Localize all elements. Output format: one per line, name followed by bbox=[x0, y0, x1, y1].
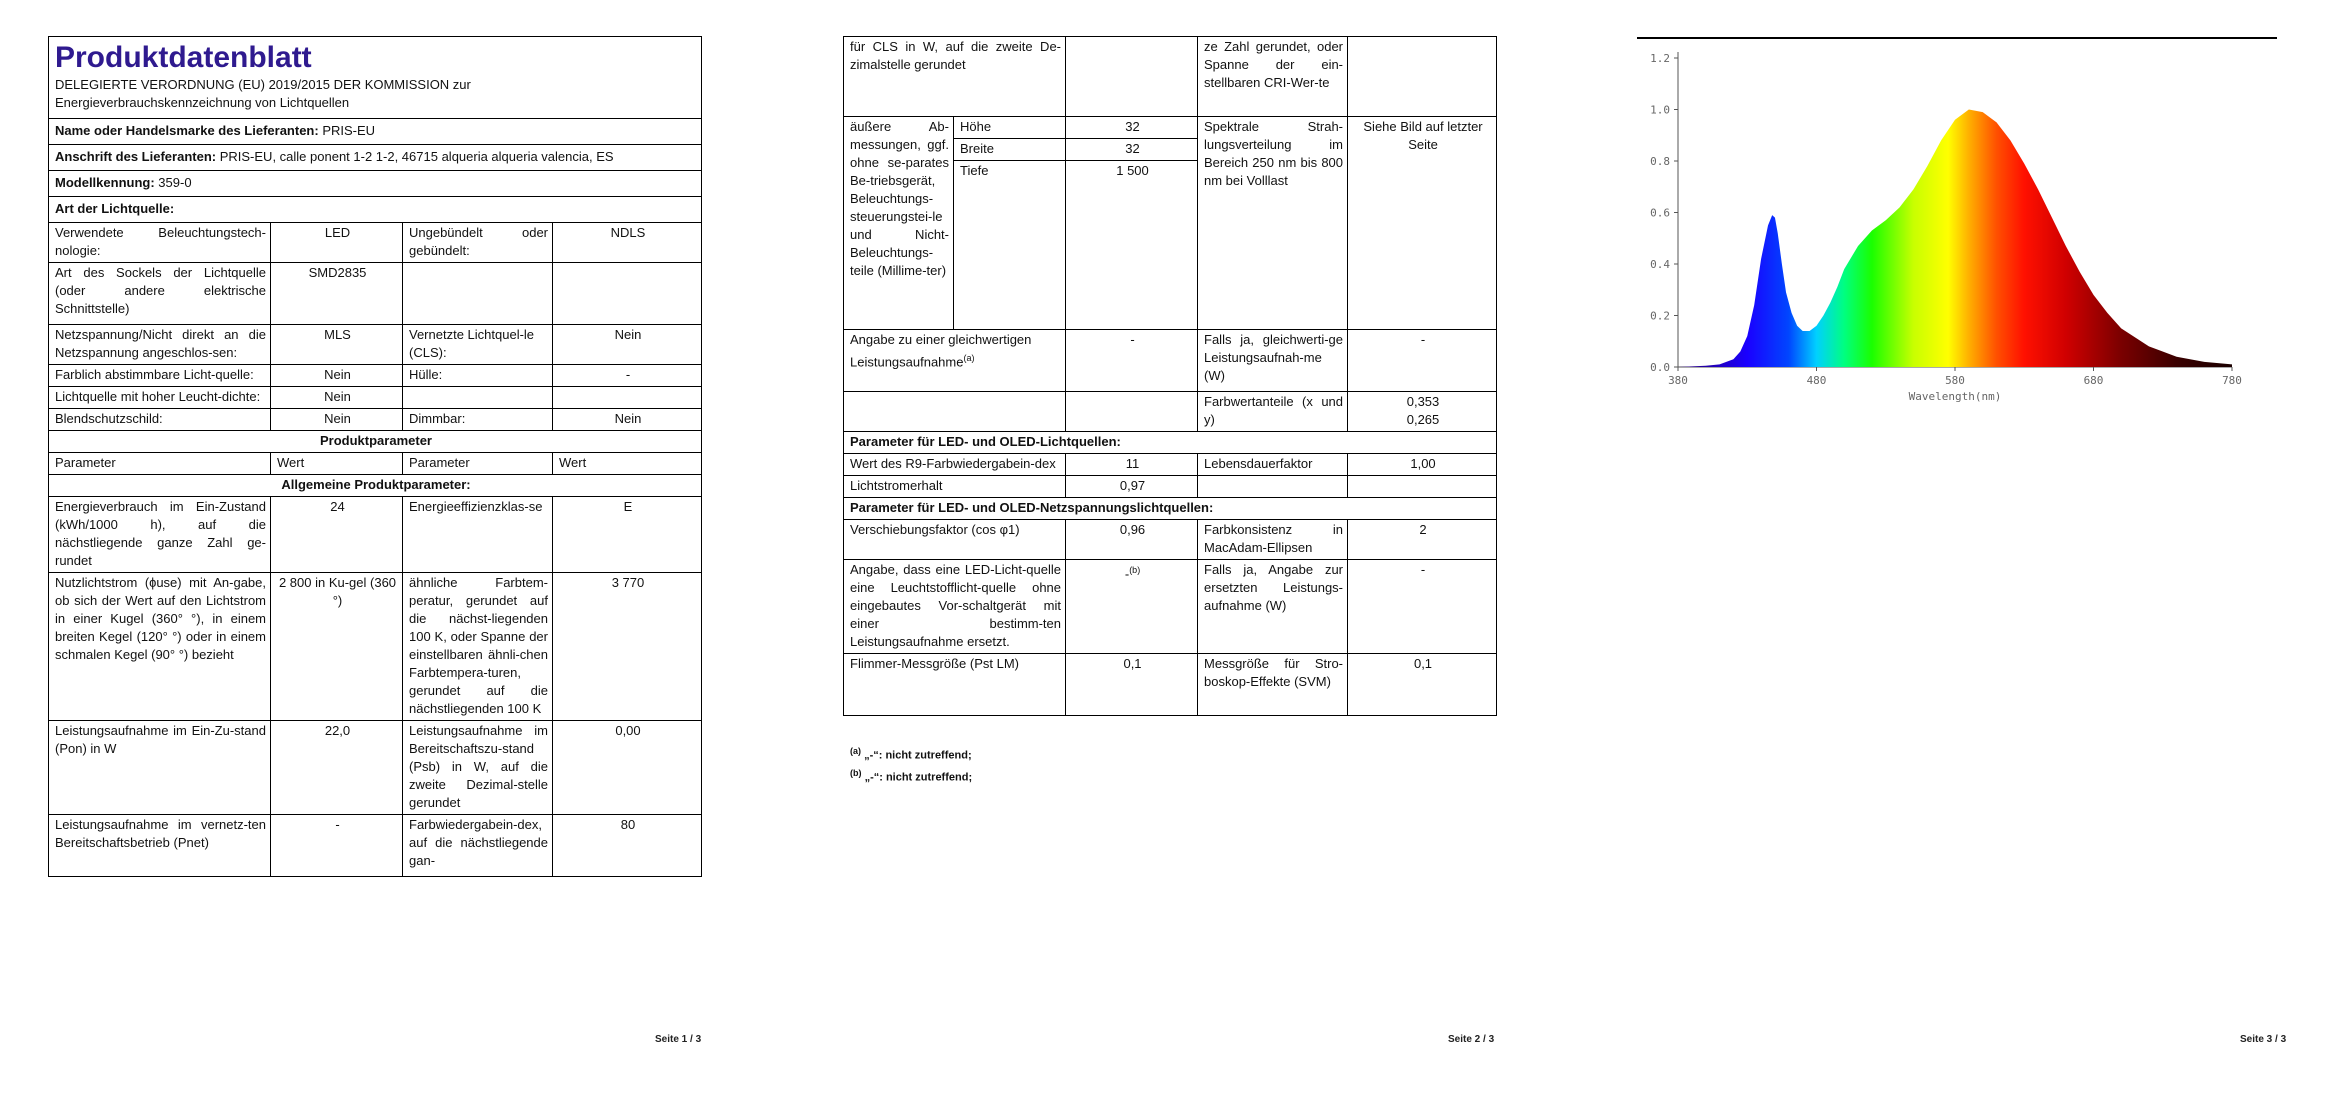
pon-label: Leistungsaufnahme im Ein-Zu-stand (Pon) in W bbox=[49, 721, 271, 815]
footnote-a-text: „-“: nicht zutreffend; bbox=[864, 749, 972, 762]
flicker-value: 0,1 bbox=[1066, 654, 1198, 716]
mains-label: Netzspannung/Nicht direkt an die Netzspannung angeschlos-sen: bbox=[49, 325, 271, 365]
model-value: 359-0 bbox=[158, 175, 192, 190]
displacement-label: Verschiebungsfaktor (cos φ1) bbox=[844, 520, 1066, 560]
col-parameter-2: Parameter bbox=[403, 453, 553, 475]
r9-value: 11 bbox=[1066, 454, 1198, 476]
nondirectional-label: Ungebündelt oder gebündelt: bbox=[403, 223, 553, 263]
general-params-heading: Allgemeine Produktparameter: bbox=[49, 475, 702, 497]
y-tick-label: 0.6 bbox=[1650, 206, 1670, 220]
envelope-value: - bbox=[553, 365, 702, 387]
cls-value: Nein bbox=[553, 325, 702, 365]
antiglare-value: Nein bbox=[271, 409, 403, 431]
x-tick-label: 480 bbox=[1806, 374, 1827, 387]
page-title: Produktdatenblatt bbox=[55, 41, 312, 74]
svm-value: 0,1 bbox=[1348, 654, 1497, 716]
y-tick-label: 0.4 bbox=[1650, 258, 1670, 271]
socket-label: Art des Sockels der Lichtquelle (oder andere elektrische Schnittstelle) bbox=[49, 263, 271, 325]
flux-label: Nutzlichtstrom (ɸuse) mit An-gabe, ob sich der Wert auf den Lichtstrom in einer Kugel (360° °), in einem breiten Kegel (120° °) oder in einem schmalen Kegel (90° °) bezieht bbox=[49, 573, 271, 721]
spectrum-area bbox=[1678, 110, 2232, 368]
product-data-table bbox=[48, 36, 702, 877]
equiv-power-footnote-mark: (a) bbox=[963, 353, 975, 363]
equiv-yes-value: - bbox=[1348, 330, 1497, 392]
spectral-distribution-chart bbox=[1630, 44, 2270, 410]
footnote-b bbox=[850, 764, 972, 787]
width-label: Breite bbox=[954, 139, 1066, 161]
header-rule bbox=[1637, 37, 2277, 39]
dimmable-value: Nein bbox=[553, 409, 702, 431]
replace-value: - bbox=[1124, 566, 1130, 582]
dimmable-label: Dimmbar: bbox=[403, 409, 553, 431]
footnote-b-text: „-“: nicht zutreffend; bbox=[864, 771, 973, 784]
svm-label: Messgröße für Stro-boskop-Effekte (SVM) bbox=[1198, 654, 1348, 716]
consistency-value: 2 bbox=[1348, 520, 1497, 560]
regulation-line-2: Energieverbrauchskennzeichnung von Lichtquellen bbox=[55, 95, 350, 110]
product-data-table-continued bbox=[843, 36, 1497, 716]
depth-label: Tiefe bbox=[954, 161, 1066, 330]
pnet-label: Leistungsaufnahme im vernetz-ten Bereitschaftsbetrieb (Pnet) bbox=[49, 815, 271, 877]
color-tunable-label: Farblich abstimmbare Licht-quelle: bbox=[49, 365, 271, 387]
x-tick-label: 680 bbox=[2083, 374, 2104, 387]
pon-value: 22,0 bbox=[271, 721, 403, 815]
width-value: 32 bbox=[1066, 139, 1198, 161]
psb-value: 0,00 bbox=[553, 721, 702, 815]
footnote-a-mark: (a) bbox=[850, 746, 861, 756]
footnote-a bbox=[850, 742, 972, 765]
energy-value: 24 bbox=[271, 497, 403, 573]
pnet-value: - bbox=[271, 815, 403, 877]
supplier-name-value: PRIS-EU bbox=[322, 123, 376, 138]
high-luminance-label: Lichtquelle mit hoher Leucht-dichte: bbox=[49, 387, 271, 409]
cont-left-label: für CLS in W, auf die zweite De-zimalstelle gerundet bbox=[844, 37, 1066, 117]
chromaticity-y: 0,265 bbox=[1406, 412, 1440, 427]
footnote-b-mark: (b) bbox=[850, 768, 862, 778]
chromaticity-label: Farbwertanteile (x und y) bbox=[1198, 392, 1348, 432]
y-tick-label: 1.2 bbox=[1650, 52, 1670, 65]
mains-params-heading: Parameter für LED- und OLED-Netzspannungslichtquellen: bbox=[844, 498, 1497, 520]
technology-label: Verwendete Beleuchtungstech-nologie: bbox=[49, 223, 271, 263]
y-tick-label: 0.2 bbox=[1650, 309, 1670, 323]
replace-label: Angabe, dass eine LED-Licht-quelle eine Leuchtstofflicht-quelle ohne eingebautes Vor-schaltgerät mit einer bestimm-ten Leistungsaufnahme ersetzt. bbox=[844, 560, 1066, 654]
lumen-maint-label: Lichtstromerhalt bbox=[844, 476, 1066, 498]
x-tick-label: 380 bbox=[1668, 374, 1688, 387]
page-number-2: Seite 2 / 3 bbox=[1448, 1034, 1495, 1045]
cct-value: 3 770 bbox=[553, 573, 702, 721]
x-axis-label: Wavelength(nm) bbox=[1908, 390, 2002, 403]
spectral-label: Spektrale Strah-lungsverteilung im Bereich 250 nm bis 800 nm bei Volllast bbox=[1198, 117, 1348, 330]
equiv-yes-label: Falls ja, gleichwerti-ge Leistungsaufnah-me (W) bbox=[1198, 330, 1348, 392]
cri-value: 80 bbox=[553, 815, 702, 877]
y-tick-label: 1.0 bbox=[1650, 103, 1670, 117]
energy-class-value: E bbox=[553, 497, 702, 573]
mains-value: MLS bbox=[271, 325, 403, 365]
equiv-power-label: Angabe zu einer gleichwertigen Leistungsaufnahme bbox=[850, 332, 1032, 370]
supplier-name-label: Name oder Handelsmarke des Lieferanten: bbox=[55, 123, 319, 138]
depth-value: 1 500 bbox=[1066, 161, 1198, 330]
replace-yes-value: - bbox=[1348, 560, 1497, 654]
page-number-3: Seite 3 / 3 bbox=[2240, 1034, 2287, 1045]
displacement-value: 0,96 bbox=[1066, 520, 1198, 560]
y-tick-label: 0.0 bbox=[1650, 361, 1670, 374]
col-value-1: Wert bbox=[271, 453, 403, 475]
equiv-power-value: - bbox=[1066, 330, 1198, 392]
replace-yes-label: Falls ja, Angabe zur ersetzten Leistungs-aufnahme (W) bbox=[1198, 560, 1348, 654]
y-tick-label: 0.8 bbox=[1650, 155, 1670, 168]
energy-class-label: Energieeffizienzklas-se bbox=[403, 497, 553, 573]
psb-label: Leistungsaufnahme im Bereitschaftszu-stand (Psb) in W, auf die zweite Dezimal-stelle gerundet bbox=[403, 721, 553, 815]
chromaticity-x: 0,353 bbox=[1406, 394, 1440, 409]
product-params-heading: Produktparameter bbox=[49, 431, 702, 453]
height-value: 32 bbox=[1066, 117, 1198, 139]
consistency-label: Farbkonsistenz in MacAdam-Ellipsen bbox=[1198, 520, 1348, 560]
regulation-line-1: DELEGIERTE VERORDNUNG (EU) 2019/2015 DER KOMMISSION zur bbox=[55, 77, 471, 92]
energy-label: Energieverbrauch im Ein-Zustand (kWh/1000 h), auf die nächstliegende ganze Zahl ge-rundet bbox=[49, 497, 271, 573]
supplier-address-label: Anschrift des Lieferanten: bbox=[55, 149, 217, 164]
r9-label: Wert des R9-Farbwiedergabein-dex bbox=[844, 454, 1066, 476]
page-2 bbox=[778, 0, 1557, 1101]
nondirectional-value: NDLS bbox=[553, 223, 702, 263]
led-params-heading: Parameter für LED- und OLED-Lichtquellen: bbox=[844, 432, 1497, 454]
lumen-maint-value: 0,97 bbox=[1066, 476, 1198, 498]
cls-label: Vernetzte Lichtquel-le (CLS): bbox=[403, 325, 553, 365]
page-number-1: Seite 1 / 3 bbox=[655, 1034, 702, 1045]
cct-label: ähnliche Farbtem-peratur, gerundet auf die nächst-liegenden 100 K, oder Spanne der einstellbaren ähnli-chen Farbtempera-turen, gerundet auf die nächstliegenden 100 K bbox=[403, 573, 553, 721]
spectral-value: Siehe Bild auf letzter Seite bbox=[1348, 117, 1497, 330]
survival-label: Lebensdauerfaktor bbox=[1198, 454, 1348, 476]
socket-value: SMD2835 bbox=[271, 263, 403, 325]
x-tick-label: 580 bbox=[1945, 374, 1965, 387]
flux-value: 2 800 in Ku-gel (360 °) bbox=[271, 573, 403, 721]
replace-footnote-mark: (b) bbox=[1129, 565, 1141, 575]
height-label: Höhe bbox=[954, 117, 1066, 139]
x-tick-label: 780 bbox=[2222, 374, 2242, 387]
envelope-label: Hülle: bbox=[403, 365, 553, 387]
color-tunable-value: Nein bbox=[271, 365, 403, 387]
light-source-type-label: Art der Lichtquelle: bbox=[55, 201, 175, 216]
cont-right-label: ze Zahl gerundet, oder Spanne der ein-stellbaren CRI-Wer-te bbox=[1198, 37, 1348, 117]
page-3 bbox=[1557, 0, 2336, 1101]
cri-label: Farbwiedergabein-dex, auf die nächstliegende gan- bbox=[403, 815, 553, 877]
antiglare-label: Blendschutzschild: bbox=[49, 409, 271, 431]
survival-value: 1,00 bbox=[1348, 454, 1497, 476]
model-label: Modellkennung: bbox=[55, 175, 155, 190]
col-value-2: Wert bbox=[553, 453, 702, 475]
flicker-label: Flimmer-Messgröße (Pst LM) bbox=[844, 654, 1066, 716]
technology-value: LED bbox=[271, 223, 403, 263]
high-luminance-value: Nein bbox=[271, 387, 403, 409]
dimensions-label: äußere Ab-messungen, ggf. ohne se-parates Be-triebsgerät, Beleuchtungs-steuerungstei-le und Nicht-Beleuchtungs-teile (Millime-ter) bbox=[844, 117, 954, 330]
page-1 bbox=[0, 0, 778, 1101]
col-parameter-1: Parameter bbox=[49, 453, 271, 475]
supplier-address-value: PRIS-EU, calle ponent 1-2 1-2, 46715 alqueria alqueria valencia, ES bbox=[219, 149, 614, 164]
